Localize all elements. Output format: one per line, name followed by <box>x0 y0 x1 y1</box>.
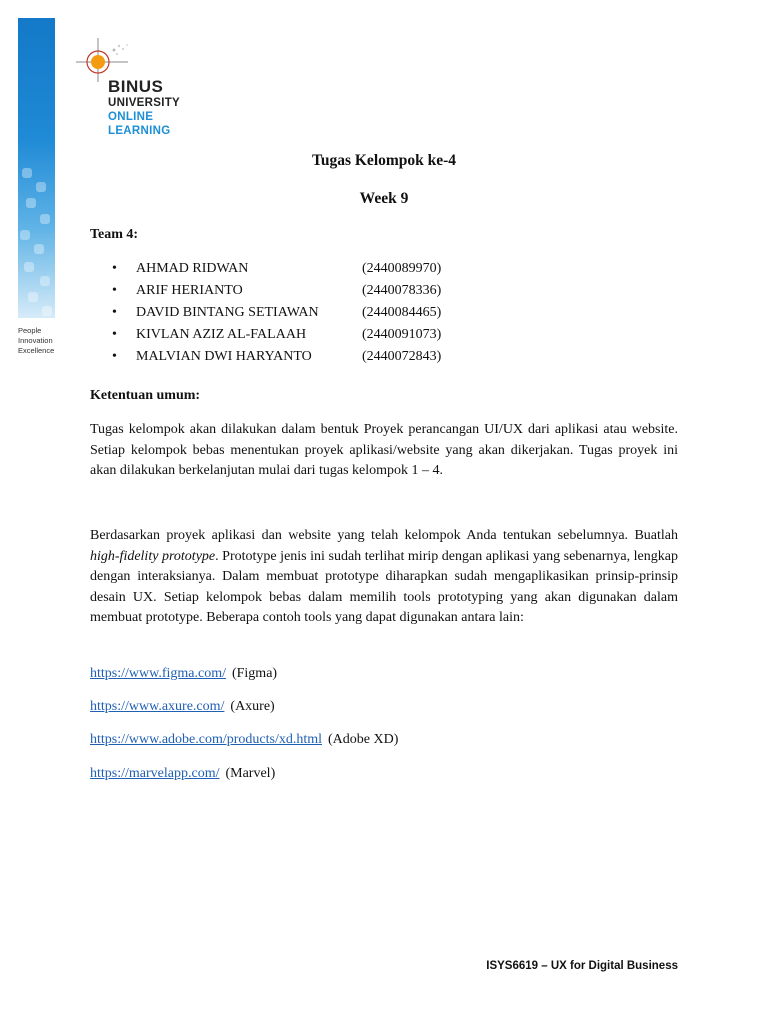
bullet-icon: • <box>112 349 117 364</box>
tagline-people: People <box>18 326 42 335</box>
tagline-excellence: Excellence <box>18 346 55 355</box>
member-item <box>112 280 532 302</box>
member-name: AHMAD RIDWAN <box>136 261 249 276</box>
tool-name: (Marvel) <box>225 766 276 781</box>
brand-tagline <box>18 326 54 356</box>
tool-link-row <box>90 764 275 784</box>
logo-learning-text: LEARNING <box>108 125 171 137</box>
tool-name: (Adobe XD) <box>328 732 399 747</box>
member-item <box>112 302 532 324</box>
tool-link-row <box>90 697 275 717</box>
member-list <box>112 258 532 368</box>
binus-logo <box>72 36 202 146</box>
axure-link[interactable]: https://www.axure.com/ <box>90 699 225 714</box>
bullet-icon: • <box>112 327 117 342</box>
paragraph-prototype-part2: . Prototype jenis ini sudah terlihat mirip dengan aplikasi yang sebenarnya, lengkap dengan interaksianya. Dalam membuat prototype diharapkan sudah mengaplikasikan prinsip-prinsip desain UX. Setiap kelompok bebas dalam memilih tools prototyping yang akan digunakan dalam membuat prototype. Beberapa contoh tools yang dapat digunakan antara lain: <box>90 548 678 625</box>
member-item <box>112 258 532 280</box>
member-id: (2440089970) <box>362 261 442 276</box>
page-footer: ISYS6619 – UX for Digital Business <box>486 960 678 972</box>
member-name: ARIF HERIANTO <box>136 283 243 298</box>
member-name: DAVID BINTANG SETIAWAN <box>136 305 319 320</box>
tool-name: (Figma) <box>231 666 278 681</box>
section-heading: Ketentuan umum: <box>90 388 201 403</box>
team-label: Team 4: <box>90 227 139 242</box>
tool-link-row <box>90 730 398 750</box>
paragraph-prototype-part1: Berdasarkan proyek aplikasi dan website yang telah kelompok Anda tentukan sebelumnya. Buatlah <box>90 528 678 543</box>
bullet-icon: • <box>112 261 117 276</box>
tagline-innovation: Innovation <box>18 336 53 345</box>
member-item <box>112 346 532 368</box>
marvel-link[interactable]: https://marvelapp.com/ <box>90 766 220 781</box>
member-id: (2440091073) <box>362 327 442 342</box>
document-title: Tugas Kelompok ke-4 <box>311 152 457 169</box>
member-id: (2440078336) <box>362 283 442 298</box>
brand-side-strip <box>18 18 55 318</box>
bullet-icon: • <box>112 305 117 320</box>
paragraph-general-rules: Tugas kelompok akan dilakukan dalam bentuk Proyek perancangan UI/UX dari aplikasi atau website. Setiap kelompok bebas menentukan proyek aplikasi/website yang akan dikerjakan. Tugas proyek ini akan dilakukan berkelanjutan mulai dari tugas kelompok 1 – 4. <box>90 422 678 478</box>
logo-online-text: ONLINE <box>108 111 154 123</box>
member-item <box>112 324 532 346</box>
figma-link[interactable]: https://www.figma.com/ <box>90 666 226 681</box>
paragraph-prototype-emphasis: high-fidelity prototype <box>90 548 216 564</box>
tool-name: (Axure) <box>230 699 275 714</box>
logo-binus-text: BINUS <box>108 77 164 96</box>
tool-link-row <box>90 664 277 684</box>
member-id: (2440084465) <box>362 305 442 320</box>
adobe-xd-link[interactable]: https://www.adobe.com/products/xd.html <box>90 732 323 747</box>
member-name: MALVIAN DWI HARYANTO <box>136 349 312 364</box>
document-subtitle: Week 9 <box>359 190 409 207</box>
member-id: (2440072843) <box>362 349 442 364</box>
member-name: KIVLAN AZIZ AL-FALAAH <box>136 327 307 342</box>
logo-university-text: UNIVERSITY <box>108 97 181 109</box>
bullet-icon: • <box>112 283 117 298</box>
paragraph-prototype <box>90 526 678 629</box>
